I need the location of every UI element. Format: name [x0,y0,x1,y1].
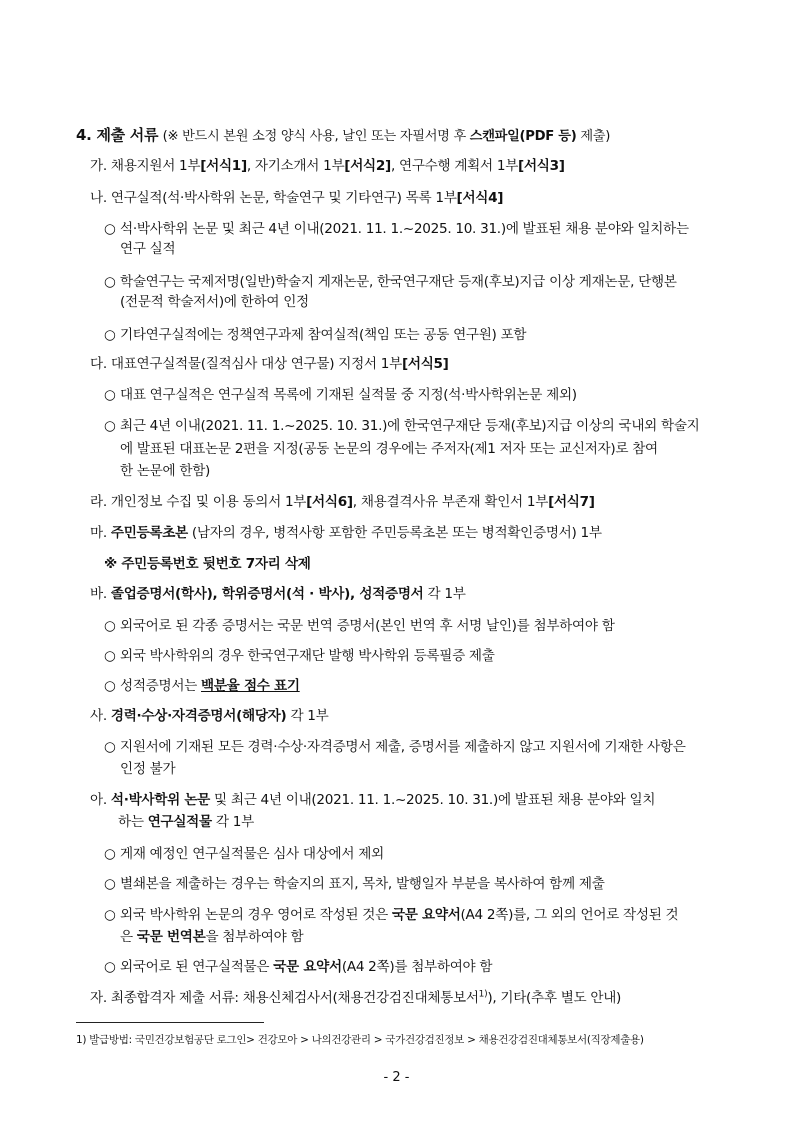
item-sa-label: 사. [90,708,111,724]
bullet-circle-icon [104,617,120,635]
footnote-divider [76,1022,264,1023]
bullet-text-emphasis: 국문 요약서 [273,959,342,975]
bullet-text: 지원서에 기재된 모든 경력·수상·자격증명서 제출, 증명서를 제출하지 않고 지원서에 기재한 사항은 [120,739,686,755]
bullet-text-end: (A4 2쪽)를, 그 외의 언어로 작성된 것 [460,907,679,923]
bullet-text: 기타연구실적에는 정책연구과제 참여실적(책임 또는 공동 연구원) 포함 [120,327,527,343]
bullet-text-emphasis: 국문 요약서 [391,907,461,923]
item-ba-label: 바. [90,586,111,602]
bullet-text: 인정 불가 [120,761,176,777]
bullet-a-4 [104,958,492,976]
bullet-ba-2 [104,647,495,665]
item-ba [90,585,466,603]
bullet-na-3 [104,326,526,344]
item-ga [90,157,565,175]
bullet-ba-3 [104,677,300,695]
item-sa-text: 각 1부 [286,708,329,724]
form-ref-1: [서식1] [200,158,247,174]
bullet-circle-icon [104,647,120,665]
form-ref-3: [서식3] [518,158,565,174]
bullet-na-2 [104,273,677,291]
item-sa [90,707,328,725]
bullet-circle-icon [104,386,120,404]
item-a-cont-end: 각 1부 [211,814,254,830]
bullet-na-2-cont [120,293,309,311]
page-number: - 2 - [383,1070,410,1085]
bullet-circle-icon [104,875,120,893]
bullet-text: 게재 예정인 연구실적물은 심사 대상에서 제외 [120,846,384,862]
bullet-text: 외국어로 된 연구실적물은 [120,959,274,975]
bullet-circle-icon [104,845,120,863]
item-ma [90,524,602,542]
bullet-text-end: 을 첨부하여야 함 [205,929,304,945]
bullet-circle-icon [104,906,120,924]
bullet-text: 대표 연구실적은 연구실적 목록에 기재된 실적물 중 지정(석·박사학위논문 제외) [120,387,577,403]
bullet-ba-1 [104,617,615,635]
item-ja-text1: 자. 최종합격자 제출 서류: 채용신체검사서(채용건강검진대체통보서 [90,990,479,1006]
section-heading [76,126,610,146]
item-ga-text3: , 연구수행 계획서 1부 [390,158,519,174]
bullet-text: (전문적 학술저서)에 한하여 인정 [120,294,309,310]
bullet-circle-icon [104,273,120,291]
item-a-text: 및 최근 4년 이내(2021. 11. 1.~2025. 10. 31.)에 발표된 채용 분야와 일치 [210,792,656,808]
bullet-text: 학술연구는 국제저명(일반)학술지 게재논문, 한국연구재단 등재(후보)지급 이상 게재논문, 단행본 [120,274,677,290]
item-ga-text2: , 자기소개서 1부 [246,158,345,174]
bullet-text: 외국 박사학위의 경우 한국연구재단 발행 박사학위 등록필증 제출 [120,648,495,664]
bullet-a-1 [104,845,384,863]
bullet-da-1 [104,386,577,404]
item-da [90,355,449,373]
bullet-na-1-cont [120,240,175,258]
bullet-circle-icon [104,677,120,695]
item-ma-text: (남자의 경우, 병적사항 포함한 주민등록초본 또는 병적확인증명서) 1부 [187,525,602,541]
bullet-a-3-cont [120,928,303,946]
bullet-circle-icon [104,417,120,435]
item-da-text: 다. 대표연구실적물(질적심사 대상 연구물) 지정서 1부 [90,356,402,372]
bullet-text: 석·박사학위 논문 및 최근 4년 이내(2021. 11. 1.~2025. 10. 31.)에 발표된 채용 분야와 일치하는 [120,221,689,237]
item-a-cont-bold: 연구실적물 [147,814,212,830]
bullet-a-3 [104,906,678,924]
bullet-sa-1 [104,738,686,756]
item-ba-text: 각 1부 [423,586,466,602]
bullet-text-emphasis: 국문 번역본 [136,929,206,945]
bullet-text: 최근 4년 이내(2021. 11. 1.~2025. 10. 31.)에 한국연구재단 등재(후보)지급 이상의 국내외 학술지 [120,418,700,434]
bullet-circle-icon [104,220,120,238]
item-ba-bold: 졸업증명서(학사), 학위증명서(석 · 박사), 성적증명서 [110,586,424,602]
bullet-text: 별쇄본을 제출하는 경우는 학술지의 표지, 목차, 발행일자 부분을 복사하여 함께 제출 [120,876,605,892]
bullet-circle-icon [104,738,120,756]
form-ref-5: [서식5] [401,356,449,372]
bullet-text: 연구 실적 [120,241,176,257]
item-na-text: 나. 연구실적(석·박사학위 논문, 학술연구 및 기타연구) 목록 1부 [90,190,457,206]
bullet-text: 외국어로 된 각종 증명서는 국문 번역 증명서(본인 번역 후 서명 날인)를 첨부하여야 함 [120,618,615,634]
item-ga-text1: 가. 채용지원서 1부 [90,158,201,174]
item-ma-label: 마. [90,525,111,541]
form-ref-6: [서식6] [306,494,353,510]
bullet-a-2 [104,875,605,893]
footnote-ref: 1) [478,989,488,1000]
bullet-circle-icon [104,326,120,344]
item-ma-bold: 주민등록초본 [110,525,188,541]
form-ref-4: [서식4] [456,190,504,206]
item-ra-text2: , 채용결격사유 부존재 확인서 1부 [352,494,549,510]
section-note-bold: 스캔파일(PDF 등) [469,129,577,144]
item-sa-bold: 경력·수상·자격증명서(해당자) [110,708,287,724]
bullet-text: 은 [120,929,137,945]
item-a-cont-text: 하는 [118,814,148,830]
item-ja [90,989,621,1007]
bullet-text: 한 논문에 한함) [120,463,211,479]
section-note: (※ 반드시 본원 소정 양식 사용, 날인 또는 자필서명 후 [162,129,470,144]
bullet-da-2-cont [120,440,658,458]
section-note-end: 제출) [576,129,611,144]
item-na [90,189,503,207]
bullet-sa-1-cont [120,760,175,778]
footnote: 1) 발급방법: 국민건강보험공단 로그인> 건강모아 > 나의건강관리 > 국가건강검진정보 > 채용건강검진대체통보서(직장제출용) [76,1034,644,1046]
item-a [90,791,655,809]
bullet-da-2-cont2 [120,462,210,480]
bullet-circle-icon [104,958,120,976]
item-a-bold: 석·박사학위 논문 [110,792,210,808]
form-ref-7: [서식7] [548,494,595,510]
bullet-text-end: (A4 2쪽)를 첨부하여야 함 [341,959,493,975]
bullet-text-emphasis: 백분율 점수 표기 [201,678,300,694]
section-title: 4. 제출 서류 [76,126,159,144]
item-a-cont [118,813,254,831]
bullet-na-1 [104,220,689,238]
bullet-da-2 [104,417,700,435]
item-ja-text2: ), 기타(추후 별도 안내) [487,990,622,1006]
item-ra-text1: 라. 개인정보 수집 및 이용 동의서 1부 [90,494,307,510]
form-ref-2: [서식2] [344,158,391,174]
item-a-label: 아. [90,792,111,808]
item-ra [90,493,595,511]
resident-number-note: ※ 주민등록번호 뒷번호 7자리 삭제 [104,556,311,572]
bullet-text: 에 발표된 대표논문 2편을 지정(공동 논문의 경우에는 주저자(제1 저자 또는 교신저자)로 참여 [120,441,658,457]
bullet-text: 성적증명서는 [120,678,202,694]
bullet-text: 외국 박사학위 논문의 경우 영어로 작성된 것은 [120,907,392,923]
